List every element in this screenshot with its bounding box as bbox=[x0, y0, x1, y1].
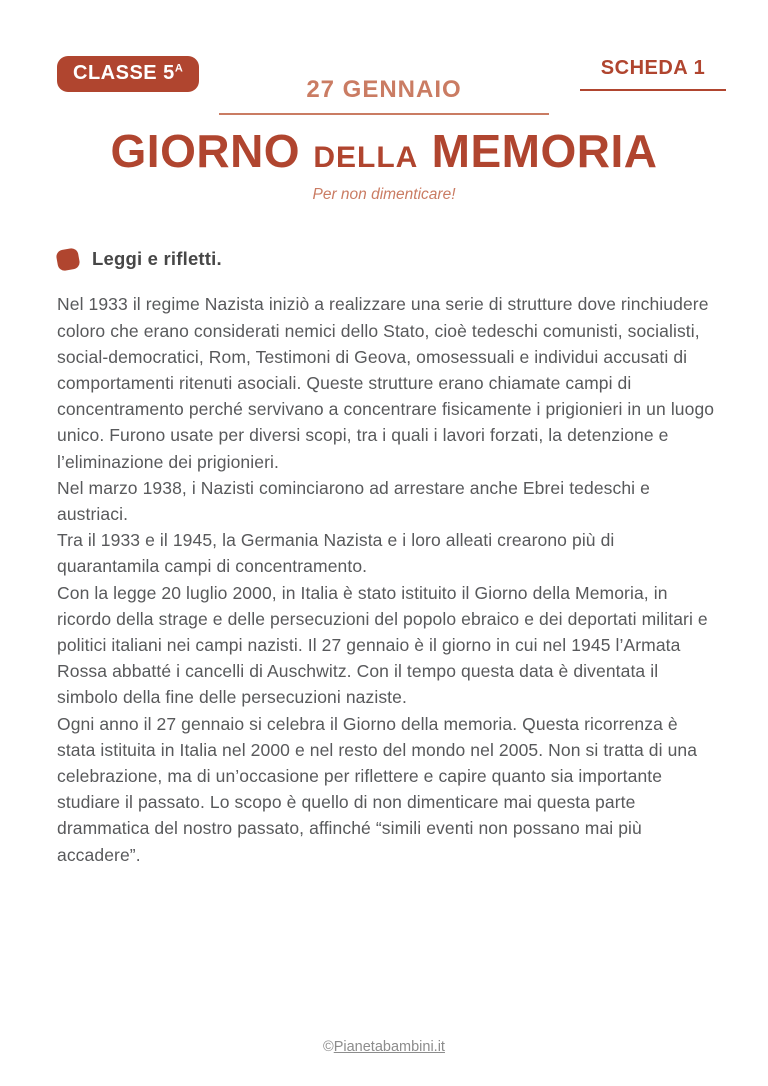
tagline: Per non dimenticare! bbox=[312, 186, 456, 204]
footer bbox=[0, 1039, 768, 1055]
reading-text bbox=[57, 291, 716, 867]
paragraph: Con la legge 20 luglio 2000, in Italia è stato istituito il Giorno della Memoria, in ricordo della strage e delle persecuzioni del popolo ebraico e dei deportati militari e politici italiani nei campi nazisti. Il 27 gennaio è il giorno in cui nel 1945 l’Armata Rossa abbatté i cancelli di Auschwitz. Con il tempo questa data è diventata il simbolo della fine delle persecuzioni naziste. bbox=[57, 582, 708, 708]
paragraph: Ogni anno il 27 gennaio si celebra il Giorno della memoria. Questa ricorrenza è stata istituita in Italia nel 2000 e nel resto del mondo nel 2005. Non si tratta di una celebrazione, ma di un’occasione per riflettere e capire quanto sia importante studiare il passato. Lo scopo è quello di non dimenticare mai questa parte drammatica del nostro passato, affinché “simili eventi non possano mai più accadere”. bbox=[57, 713, 698, 865]
scheda-label: SCHEDA 1 bbox=[580, 57, 726, 91]
paragraph: Nel 1933 il regime Nazista iniziò a realizzare una serie di strutture dove rinchiudere coloro che erano considerati nemici dello Stato, cioè tedeschi comunisti, socialisti, social-democratici, Rom, Testimoni di Geova, omosessuali e individui accusati di comportamenti ritenuti asociali. Queste strutture erano chiamate campi di concentramento perché servivano a concentrare fisicamente i prigionieri in un luogo unico. Furono usate per diversi scopi, tra i quali i lavori forzati, la detenzione e l’eliminazione dei prigionieri. bbox=[57, 294, 715, 472]
section-heading bbox=[57, 248, 768, 270]
title-word-giorno: GIORNO bbox=[110, 125, 301, 177]
paragraph: Nel marzo 1938, i Nazisti cominciarono ad arrestare anche Ebrei tedeschi e austriaci. bbox=[57, 477, 650, 524]
page-header bbox=[0, 0, 768, 204]
section-heading-label: Leggi e rifletti. bbox=[92, 248, 222, 270]
date-subtitle: 27 GENNAIO bbox=[306, 76, 462, 103]
subtitle-underline bbox=[219, 113, 549, 115]
page-title bbox=[0, 127, 768, 175]
title-word-memoria: MEMORIA bbox=[431, 125, 658, 177]
classe-badge bbox=[57, 56, 199, 92]
classe-badge-superscript: A bbox=[174, 62, 184, 75]
copyright-symbol: © bbox=[323, 1039, 334, 1055]
title-word-della: DELLA bbox=[313, 141, 419, 174]
paragraph: Tra il 1933 e il 1945, la Germania Nazista e i loro alleati crearono più di quarantamila campi di concentramento. bbox=[57, 530, 615, 577]
classe-badge-label: CLASSE 5 bbox=[73, 62, 175, 84]
section-bullet-icon bbox=[55, 247, 80, 272]
footer-site-link[interactable]: Pianetabambini.it bbox=[333, 1039, 445, 1055]
